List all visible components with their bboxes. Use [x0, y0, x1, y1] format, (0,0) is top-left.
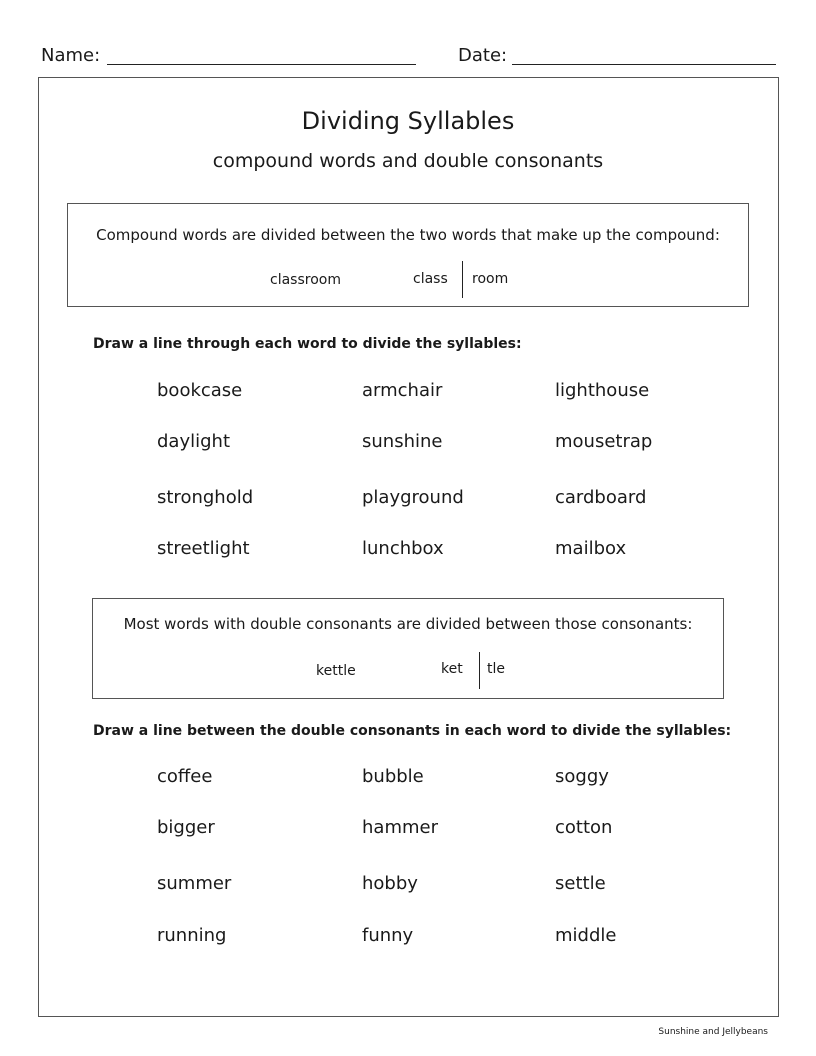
- word-item[interactable]: cardboard: [555, 487, 647, 508]
- name-label: Name:: [41, 45, 101, 66]
- compound-rule-text: Compound words are divided between the two words that make up the compound:: [96, 226, 720, 244]
- page-title: Dividing Syllables: [301, 107, 515, 135]
- double-example-right: tle: [487, 661, 505, 677]
- word-item[interactable]: cotton: [555, 817, 613, 838]
- word-item[interactable]: sunshine: [362, 431, 443, 452]
- word-item[interactable]: playground: [362, 487, 464, 508]
- word-item[interactable]: bigger: [157, 817, 215, 838]
- double-instruction: Draw a line between the double consonants in each word to divide the syllables:: [93, 723, 732, 739]
- word-item[interactable]: mailbox: [555, 538, 627, 559]
- word-item[interactable]: armchair: [362, 380, 443, 401]
- word-item[interactable]: lighthouse: [555, 380, 650, 401]
- word-item[interactable]: running: [157, 925, 227, 946]
- word-item[interactable]: summer: [157, 873, 232, 894]
- word-item[interactable]: settle: [555, 873, 606, 894]
- word-item[interactable]: middle: [555, 925, 617, 946]
- compound-rule-box: [67, 203, 749, 307]
- word-item[interactable]: bookcase: [157, 380, 243, 401]
- double-example-word: kettle: [316, 663, 356, 679]
- date-field[interactable]: [512, 64, 776, 65]
- word-item[interactable]: lunchbox: [362, 538, 444, 559]
- word-item[interactable]: hobby: [362, 873, 418, 894]
- compound-example-word: classroom: [270, 272, 341, 288]
- name-field[interactable]: [107, 64, 416, 65]
- word-item[interactable]: coffee: [157, 766, 213, 787]
- compound-example-divider: [462, 261, 463, 298]
- double-rule-text: Most words with double consonants are divided between those consonants:: [123, 615, 693, 633]
- word-item[interactable]: hammer: [362, 817, 438, 838]
- date-label: Date:: [458, 45, 508, 66]
- compound-instruction: Draw a line through each word to divide the syllables:: [93, 336, 522, 352]
- page-subtitle: compound words and double consonants: [212, 150, 604, 172]
- word-item[interactable]: streetlight: [157, 538, 250, 559]
- word-item[interactable]: stronghold: [157, 487, 254, 508]
- word-item[interactable]: soggy: [555, 766, 609, 787]
- word-item[interactable]: bubble: [362, 766, 424, 787]
- word-item[interactable]: mousetrap: [555, 431, 653, 452]
- word-item[interactable]: daylight: [157, 431, 231, 452]
- double-rule-box: [92, 598, 724, 699]
- compound-example-right: room: [472, 271, 509, 287]
- word-item[interactable]: funny: [362, 925, 414, 946]
- compound-example-left: class: [413, 271, 448, 287]
- footer-credit: Sunshine and Jellybeans: [658, 1027, 768, 1037]
- double-example-divider: [479, 652, 480, 689]
- double-example-left: ket: [441, 661, 463, 677]
